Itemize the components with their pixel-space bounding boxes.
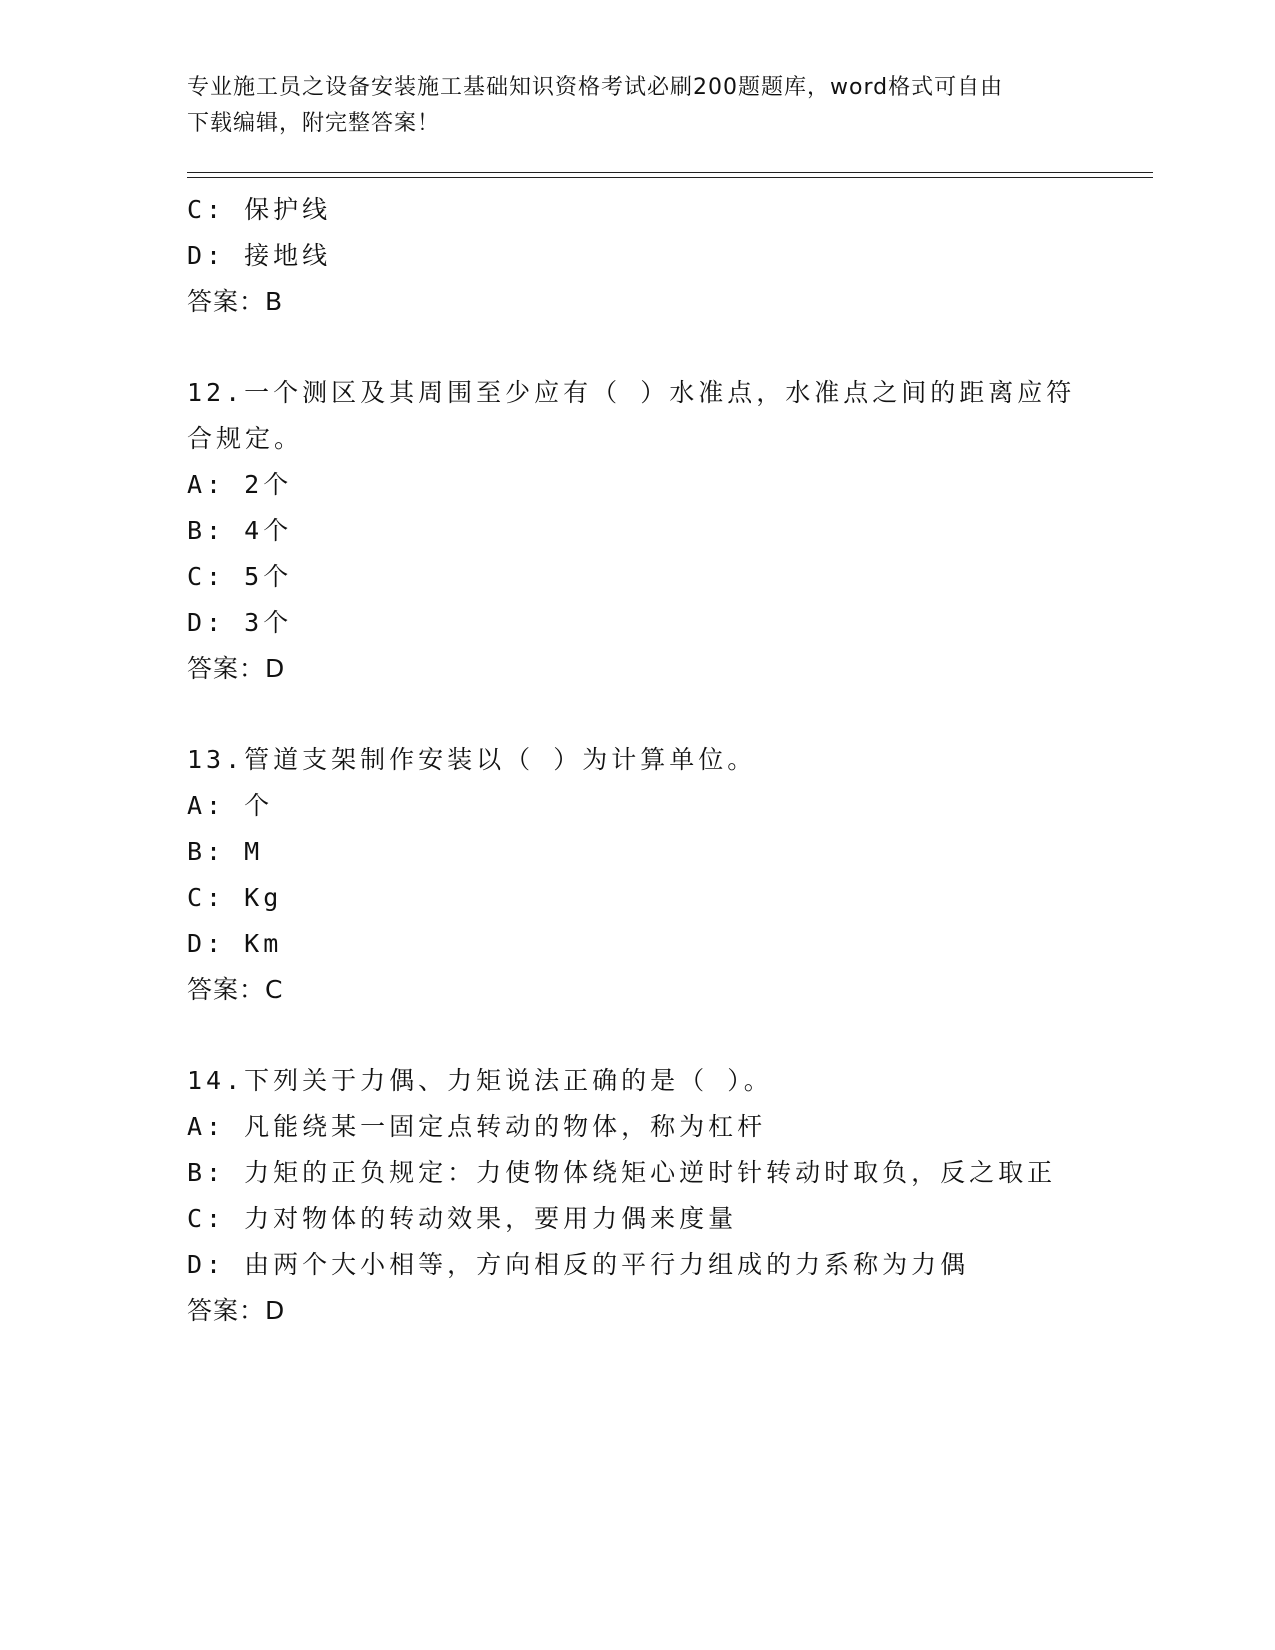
option-d: D: 3个 [187,608,293,637]
option-c: C: Kg [187,883,283,912]
header-title-line-1: 专业施工员之设备安装施工基础知识资格考试必刷200题题库，word格式可自由 [187,75,1004,100]
question-stem: 12.一个测区及其周围至少应有（ ）水准点，水准点之间的距离应符 [187,378,1076,407]
spacer [187,692,1147,737]
header-title-line-2: 下载编辑，附完整答案！ [187,111,441,136]
option-c: C: 力对物体的转动效果，要用力偶来度量 [187,1204,738,1233]
header-rule-bottom [187,177,1153,178]
option-b: B: 4个 [187,516,293,545]
answer-line: 答案：D [187,654,286,683]
option-b: B: M [187,837,264,866]
spacer [187,1013,1147,1058]
previous-question-tail [187,187,1147,325]
option-c: C: 5个 [187,562,293,591]
option-d: D: 接地线 [187,241,332,270]
question-stem-continued: 合规定。 [187,424,304,453]
spacer [187,325,1147,370]
option-a: A: 2个 [187,470,293,499]
question-list [187,187,1147,1334]
option-c: C: 保护线 [187,195,332,224]
question-stem: 14.下列关于力偶、力矩说法正确的是（ ）。 [187,1066,773,1095]
question-14 [187,1058,1147,1334]
option-d: D: Km [187,929,283,958]
option-a: A: 个 [187,791,274,820]
answer-line: 答案：D [187,1296,286,1325]
option-d: D: 由两个大小相等，方向相反的平行力组成的力系称为力偶 [187,1250,970,1279]
answer-line: 答案：C [187,975,284,1004]
option-b: B: 力矩的正负规定：力使物体绕矩心逆时针转动时取负，反之取正 [187,1158,1057,1187]
question-13 [187,737,1147,1013]
option-a: A: 凡能绕某一固定点转动的物体，称为杠杆 [187,1112,767,1141]
header-rule-top [187,172,1153,173]
question-stem: 13.管道支架制作安装以（ ）为计算单位。 [187,745,757,774]
document-header [187,70,1067,142]
question-12 [187,370,1147,692]
answer-line: 答案：B [187,287,284,316]
